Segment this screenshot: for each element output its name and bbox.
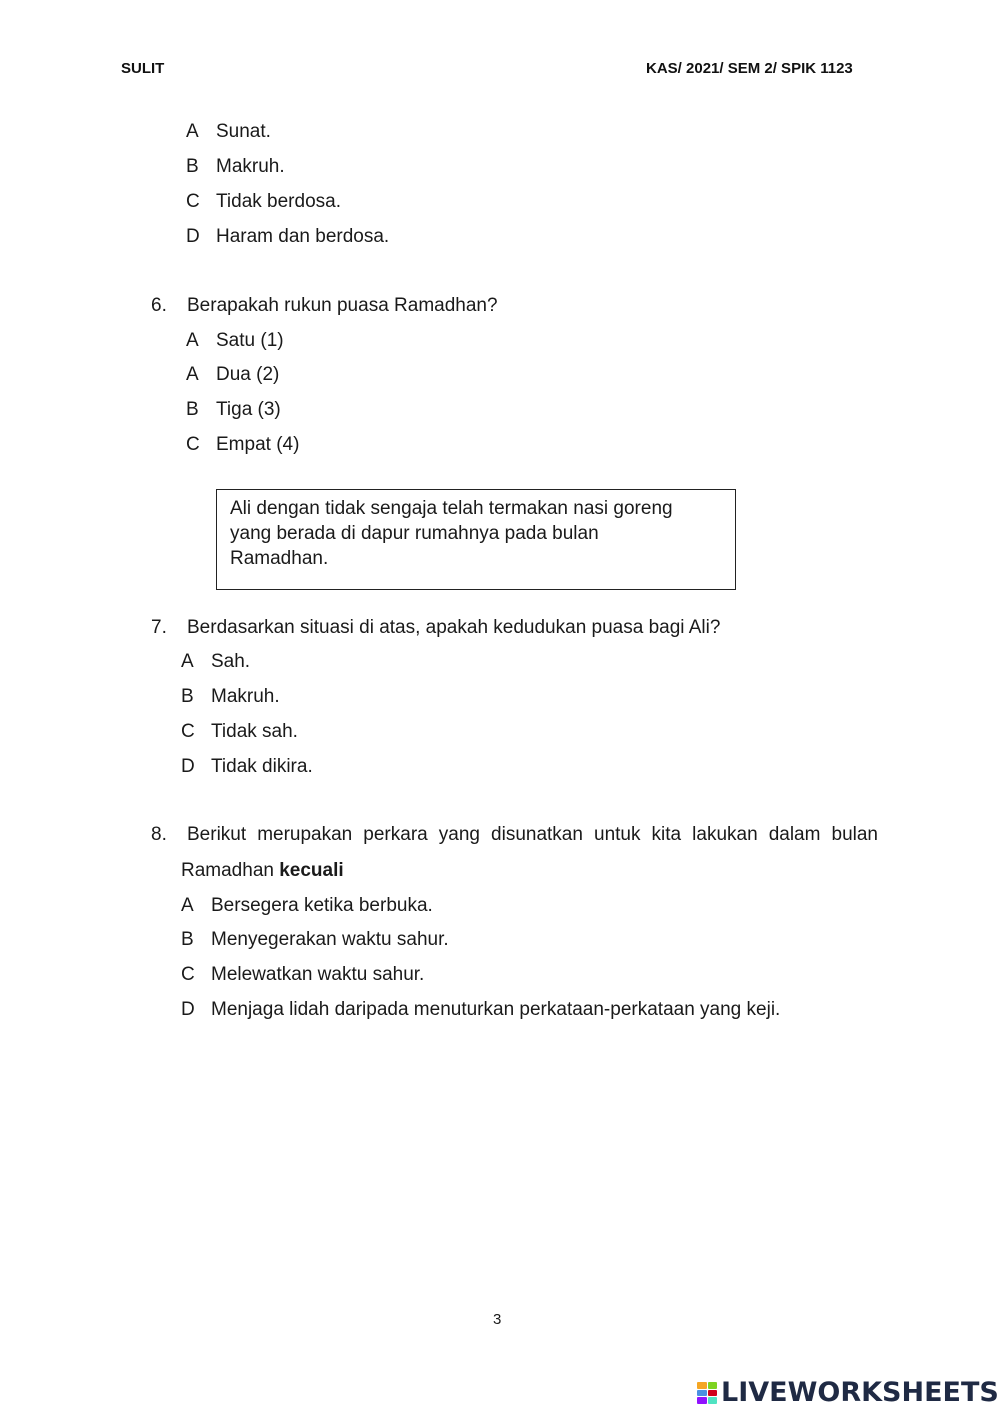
option-letter: C (181, 721, 195, 742)
page-number: 3 (493, 1311, 502, 1328)
question-text: Berdasarkan situasi di atas, apakah kedudukan puasa bagi Ali? (187, 617, 721, 638)
question-8 (151, 824, 878, 846)
liveworksheets-logo (697, 1378, 999, 1408)
situation-line: Ali dengan tidak sengaja telah termakan nasi goreng (230, 498, 673, 519)
liveworksheets-logo-icon (697, 1382, 717, 1404)
header-right-label: KAS/ 2021/ SEM 2/ SPIK 1123 (646, 60, 853, 77)
header-left-label: SULIT (121, 60, 165, 77)
q8-option-d (181, 999, 780, 1021)
question-number: 7. (151, 617, 167, 638)
question-8-continuation (181, 860, 344, 882)
option-text: Dua (2) (216, 364, 280, 385)
option-letter: A (186, 330, 199, 351)
option-letter: B (181, 929, 194, 950)
q7-option-d (181, 756, 313, 778)
question-6 (151, 295, 498, 317)
option-text: Sunat. (216, 121, 271, 142)
option-letter: D (181, 999, 195, 1020)
question-number: 6. (151, 295, 167, 316)
option-text: Melewatkan waktu sahur. (211, 964, 425, 985)
q7-option-b (181, 686, 280, 708)
option-letter: D (181, 756, 195, 777)
q8-option-b (181, 929, 449, 951)
option-letter: A (186, 121, 199, 142)
question-text: Berapakah rukun puasa Ramadhan? (187, 295, 498, 316)
question-number: 8. (151, 824, 167, 845)
option-text: Sah. (211, 651, 251, 672)
option-text: Satu (1) (216, 330, 284, 351)
option-text: Makruh. (211, 686, 280, 707)
question-7 (151, 617, 720, 639)
logo-text: LIVEWORKSHEETS (721, 1377, 999, 1408)
q5-option-c (186, 191, 341, 213)
q5-option-b (186, 156, 285, 178)
situation-line: Ramadhan. (230, 548, 329, 569)
option-letter: C (181, 964, 195, 985)
q5-option-d (186, 226, 389, 248)
situation-box (216, 489, 736, 590)
option-text: Empat (4) (216, 434, 300, 455)
option-letter: A (181, 895, 194, 916)
option-text: Tidak berdosa. (216, 191, 341, 212)
option-text: Tidak dikira. (211, 756, 313, 777)
question-emphasis: kecuali (279, 860, 344, 881)
option-letter: B (186, 399, 199, 420)
q6-option-2 (186, 364, 279, 386)
q7-option-a (181, 651, 250, 673)
question-text: Berikut merupakan perkara yang disunatkan untuk kita lakukan dalam bulan (187, 824, 878, 845)
option-letter: C (186, 191, 200, 212)
option-letter: D (186, 226, 200, 247)
option-letter: A (186, 364, 199, 385)
q8-option-a (181, 895, 433, 917)
option-letter: B (186, 156, 199, 177)
option-letter: C (186, 434, 200, 455)
q8-option-c (181, 964, 424, 986)
option-letter: A (181, 651, 194, 672)
q6-option-1 (186, 330, 284, 352)
option-text: Tiga (3) (216, 399, 281, 420)
question-text-continued: Ramadhan (181, 860, 274, 881)
option-text: Makruh. (216, 156, 285, 177)
q6-option-4 (186, 434, 299, 456)
option-letter: B (181, 686, 194, 707)
q5-option-a (186, 121, 271, 143)
option-text: Bersegera ketika berbuka. (211, 895, 433, 916)
q7-option-c (181, 721, 298, 743)
option-text: Haram dan berdosa. (216, 226, 390, 247)
option-text: Tidak sah. (211, 721, 298, 742)
q6-option-3 (186, 399, 281, 421)
option-text: Menjaga lidah daripada menuturkan perkataan-perkataan yang keji. (211, 999, 781, 1020)
situation-line: yang berada di dapur rumahnya pada bulan (230, 523, 599, 544)
option-text: Menyegerakan waktu sahur. (211, 929, 449, 950)
